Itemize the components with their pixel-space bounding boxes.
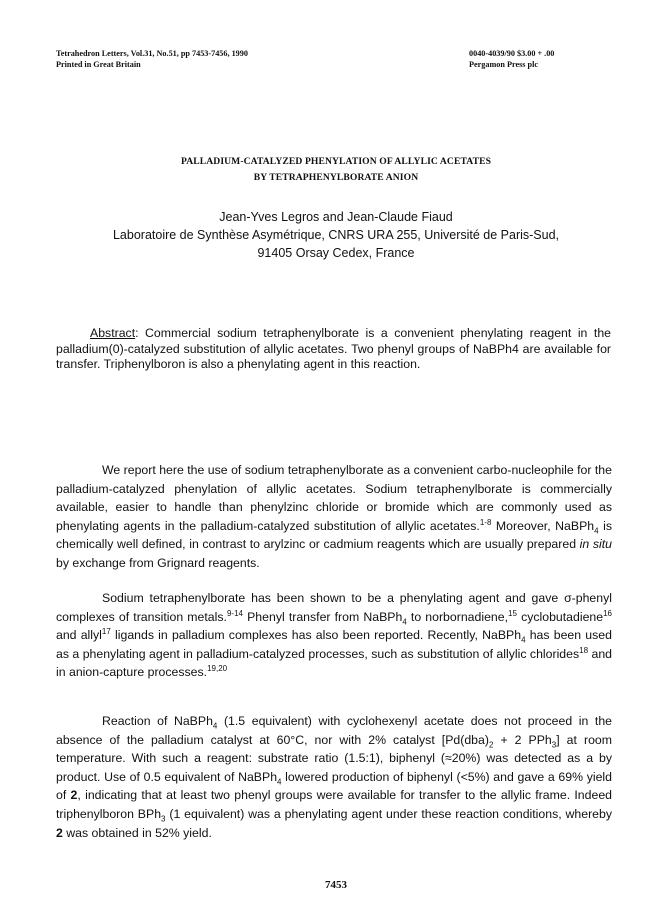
- p3-text-h: was obtained in 52% yield.: [62, 825, 212, 840]
- p1-text-d: by exchange from Grignard reagents.: [56, 555, 260, 570]
- p2-text-f: ligands in palladium complexes has also been reported. Recently, NaBPh: [110, 628, 522, 643]
- printed-in-line: Printed in Great Britain: [56, 60, 141, 69]
- ref-citation: 15: [508, 608, 517, 618]
- title-line-1: PALLADIUM-CATALYZED PHENYLATION OF ALLYLIC ACETATES: [180, 156, 491, 167]
- abstract-text: : Commercial sodium tetraphenylborate is a convenient phenylating reagent in the palladium(0)-catalyzed substitution of allylic acetates. Two phenyl groups of NaBPh4 are available for transfer. Triphenylboron is also a phenylating agent in this reaction.: [56, 326, 611, 371]
- p2-text-g: has been used as a phenylating agent in palladium-catalyzed processes, such as substitution of allylic chlorides: [56, 628, 612, 661]
- p1-text-b: Moreover, NaBPh: [491, 518, 595, 533]
- p1-text-c: is chemically well defined, in contrast to arylzinc or cadmium reagents which are usually prepared: [56, 518, 612, 552]
- p2-text-h: and in anion-capture processes.: [56, 646, 612, 680]
- compound-number: 2: [70, 788, 78, 803]
- subscript: 4: [212, 721, 218, 731]
- compound-number: 2: [56, 825, 63, 840]
- p2-text-c: to norbornadiene,: [406, 609, 509, 624]
- paragraph-3: [56, 712, 612, 842]
- issn-price-line: 0040-4039/90 $3.00 + .00: [469, 49, 555, 58]
- subscript: 2: [488, 740, 494, 750]
- page-number: 7453: [325, 879, 347, 891]
- paragraph-2: [56, 589, 612, 682]
- abstract-label: Abstract: [90, 326, 136, 340]
- publisher-info: [469, 48, 554, 70]
- in-situ-italic: in situ: [579, 537, 612, 552]
- subscript: 4: [521, 635, 526, 645]
- ref-citation: 1-8: [479, 517, 492, 527]
- author-block: [0, 208, 672, 262]
- subscript: 4: [594, 526, 599, 536]
- author-address: 91405 Orsay Cedex, France: [257, 246, 415, 260]
- subscript: 4: [402, 617, 407, 627]
- p2-text-d: cyclobutadiene: [516, 609, 604, 624]
- p2-text-e: and allyl: [56, 628, 102, 643]
- journal-citation-line: Tetrahedron Letters, Vol.31, No.51, pp 7453-7456, 1990: [56, 49, 248, 58]
- author-affiliation: Laboratoire de Synthèse Asymétrique, CNRS URA 255, Université de Paris-Sud,: [112, 228, 560, 242]
- journal-citation: [56, 48, 248, 70]
- p2-text-b: Phenyl transfer from NaBPh: [242, 609, 403, 624]
- article-title: [0, 154, 672, 186]
- ref-citation: 16: [603, 608, 613, 618]
- abstract: [56, 326, 611, 373]
- title-line-2: BY TETRAPHENYLBORATE ANION: [253, 172, 419, 183]
- author-names: Jean-Yves Legros and Jean-Claude Fiaud: [219, 210, 453, 224]
- subscript: 4: [277, 777, 282, 787]
- p3-text-d: ] at room temperature. With such a reagent: substrate ratio (1.5:1), biphenyl (≈20%) was detected as a by product. Use of 0.5 equivalent of NaBPh: [56, 732, 612, 784]
- p2-text-a: Sodium tetraphenylborate has been shown to be a phenylating agent and gave σ-phenyl complexes of transition metals.: [56, 591, 612, 624]
- p3-text-f: , indicating that at least two phenyl groups were available for transfer to the allylic frame. Indeed triphenylboron BPh: [56, 788, 612, 821]
- paragraph-1: [56, 461, 612, 573]
- p1-text-a: We report here the use of sodium tetraphenylborate as a convenient carbo-nucleophile for the palladium-catalyzed phenylation of allylic acetates. Sodium tetraphenylborate is commercially available, easier to handle than phenylzinc chloride or bromide which are commonly used as phenylating agents in the palladium-catalyzed substitution of allylic acetates.: [56, 463, 612, 533]
- ref-citation: 17: [101, 627, 111, 637]
- subscript: 3: [551, 740, 557, 750]
- p3-text-b: (1.5 equivalent) with cyclohexenyl acetate does not proceed in the absence of the palladium catalyst at 60°C, nor with 2% catalyst [Pd(dba): [56, 714, 612, 747]
- p3-text-c: + 2 PPh: [493, 732, 552, 747]
- ref-citation: 9-14: [226, 608, 243, 618]
- subscript: 3: [161, 814, 166, 824]
- p3-text-g: (1 equivalent) was a phenylating agent under these reaction conditions, whereby: [165, 806, 612, 821]
- ref-citation: 18: [579, 645, 589, 655]
- publisher-line: Pergamon Press plc: [469, 60, 538, 69]
- p3-text-e: lowered production of biphenyl (<5%) and gave a 69% yield of: [56, 769, 612, 803]
- p3-text-a: Reaction of NaBPh: [102, 714, 213, 728]
- ref-citation: 19,20: [207, 664, 228, 674]
